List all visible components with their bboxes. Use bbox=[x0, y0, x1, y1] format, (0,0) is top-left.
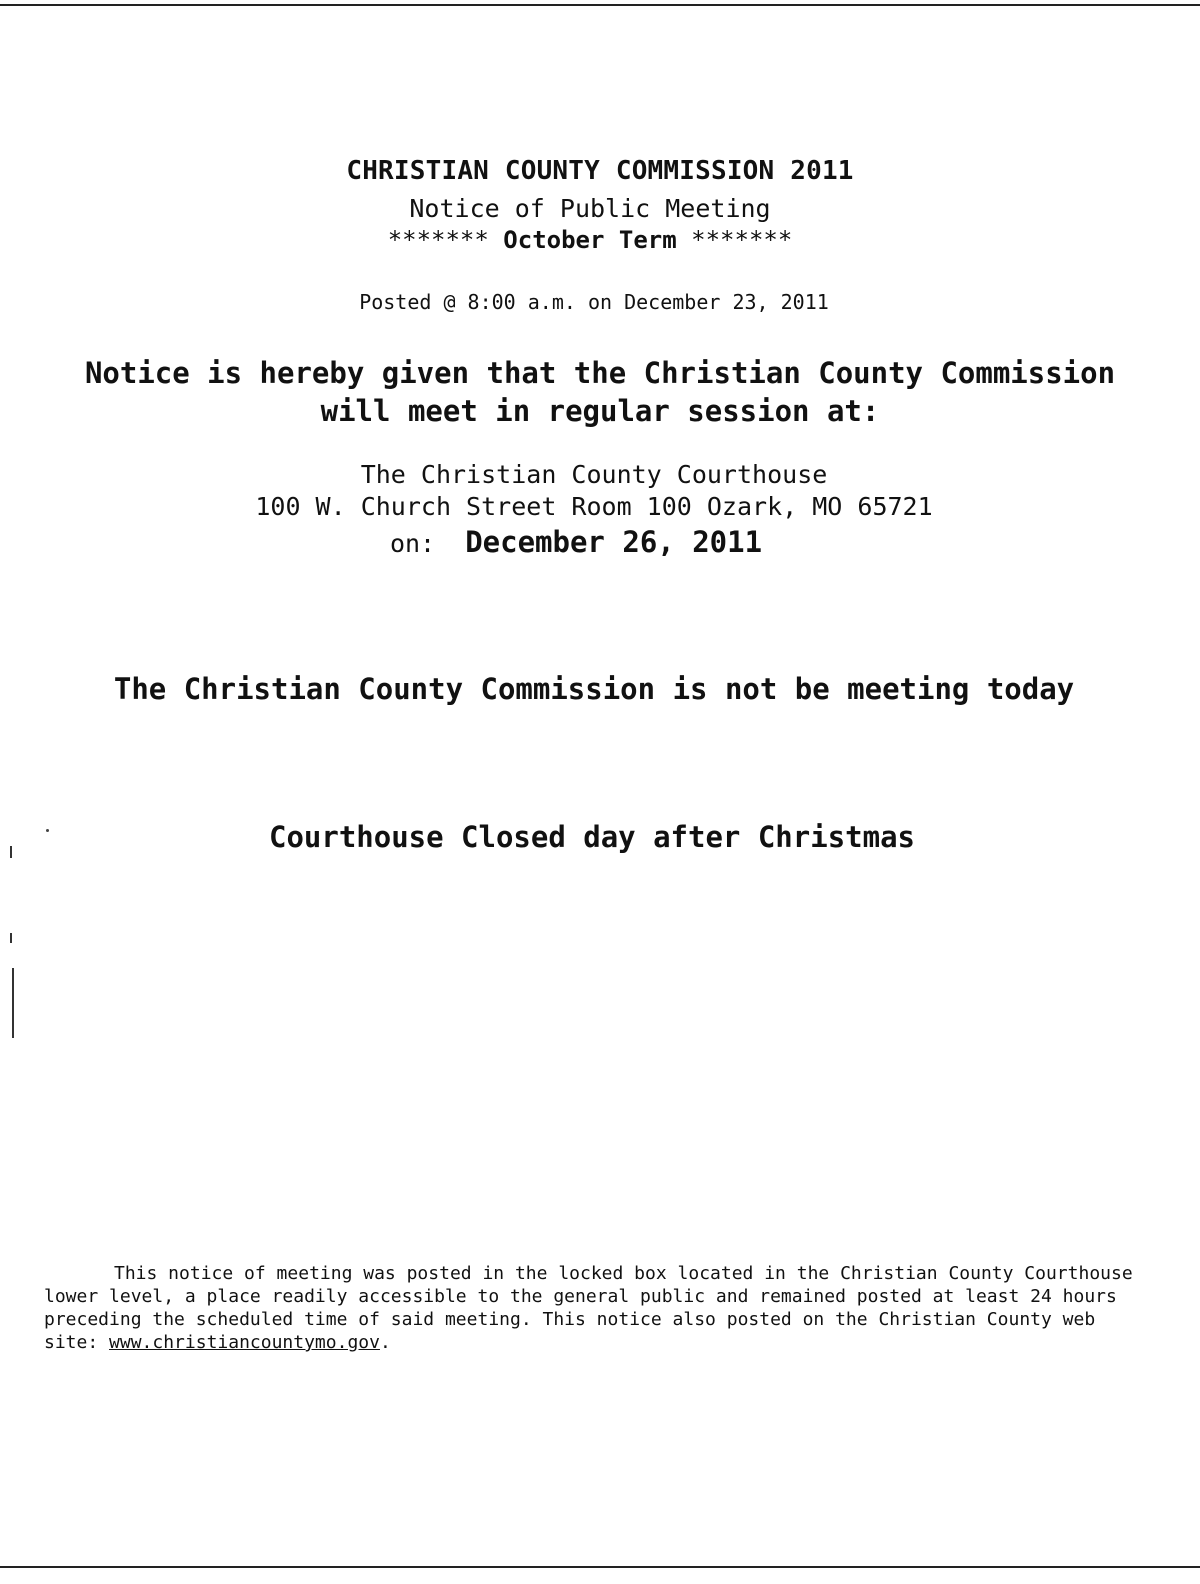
term-stars-left: ******* bbox=[387, 226, 489, 254]
scan-margin-mark bbox=[12, 968, 14, 1038]
footnote-period: . bbox=[379, 1332, 391, 1353]
date-on-label: on: bbox=[389, 529, 436, 558]
scan-top-edge bbox=[0, 4, 1200, 6]
term-label: October Term bbox=[503, 226, 677, 254]
meeting-date-line bbox=[0, 525, 1176, 559]
posting-footnote bbox=[44, 1262, 1144, 1354]
meeting-address: 100 W. Church Street Room 100 Ozark, MO 65721 bbox=[255, 492, 933, 521]
meeting-date: December 26, 2011 bbox=[465, 525, 763, 559]
posted-line: Posted @ 8:00 a.m. on December 23, 2011 bbox=[359, 290, 829, 314]
county-website-link[interactable]: www.christiancountymo.gov bbox=[109, 1332, 380, 1353]
footnote-text: This notice of meeting was posted in the locked box located in the Christian County Courthouse lower level, a place readily accessible to the general public and remained posted at least 24 hours preceding the scheduled time of said meeting. This notice also posted on the Christian County web site: bbox=[44, 1263, 1133, 1353]
notice-statement bbox=[0, 354, 1200, 430]
notice-line-1: Notice is hereby given that the Christian County Commission bbox=[84, 356, 1116, 390]
meeting-place: The Christian County Courthouse bbox=[360, 460, 828, 489]
document-subtitle: Notice of Public Meeting bbox=[409, 194, 771, 223]
document-title: CHRISTIAN COUNTY COMMISSION 2011 bbox=[346, 156, 854, 186]
scan-bottom-edge bbox=[0, 1566, 1200, 1568]
not-meeting-announcement: The Christian County Commission is not be meeting today bbox=[113, 672, 1075, 706]
notice-line-2: will meet in regular session at: bbox=[320, 394, 880, 428]
term-line bbox=[0, 226, 1190, 254]
term-stars-right: ******* bbox=[691, 226, 793, 254]
scan-margin-mark bbox=[10, 933, 12, 943]
courthouse-closed-announcement: Courthouse Closed day after Christmas bbox=[268, 820, 915, 854]
